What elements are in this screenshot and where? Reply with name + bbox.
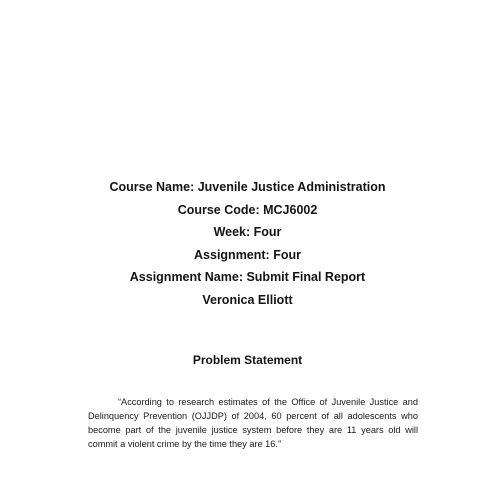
week: Week: Four [213, 225, 282, 239]
author-name: Veronica Elliott [202, 292, 293, 307]
course-code: Course Code: MCJ6002 [177, 202, 318, 217]
course-name: Course Name: Juvenile Justice Administration [109, 180, 386, 194]
assignment-name: Assignment Name: Submit Final Report [129, 270, 366, 284]
problem-statement-paragraph: “According to research estimates of the Office of Juvenile Justice and Delinquency Prevention (OJJDP) of 2004, 60 percent of all adolescents who become part of the juvenile justice system before they are 11 years old will commit a violent crime by the time they are 16.” [88, 397, 418, 450]
problem-statement-heading: Problem Statement [192, 353, 303, 367]
assignment: Assignment: Four [194, 247, 301, 262]
cover-title-block [0, 176, 495, 311]
